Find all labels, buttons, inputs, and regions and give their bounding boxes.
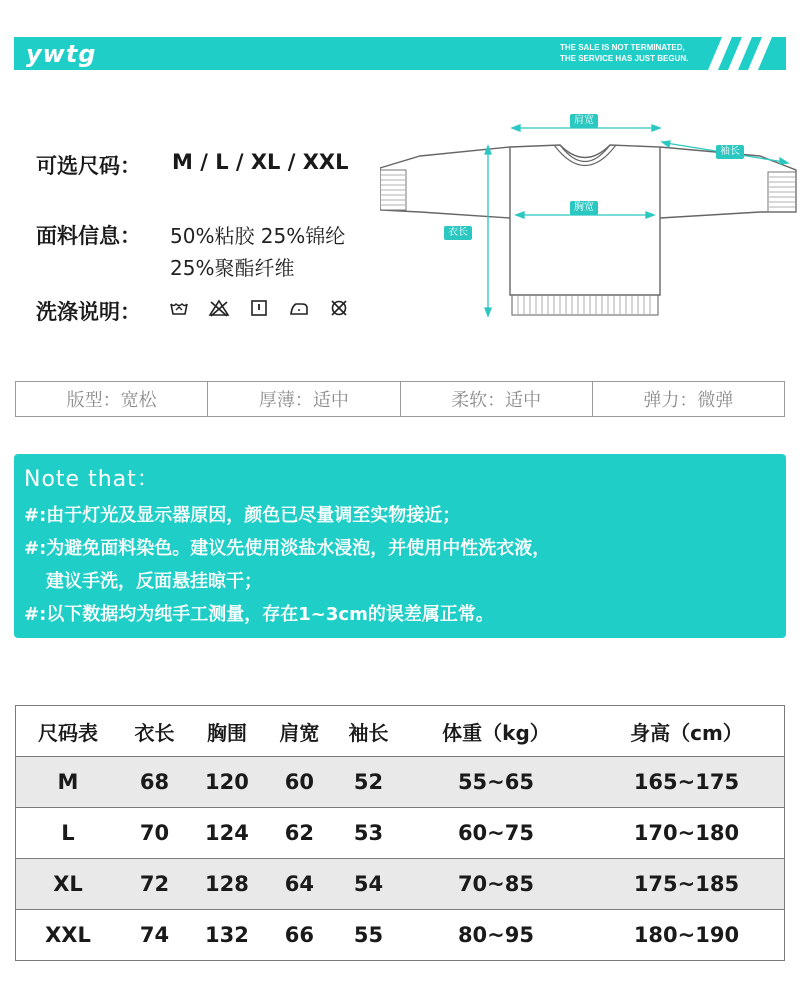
- tumble-dry-icon: [248, 298, 270, 318]
- sweater-diagram: [380, 100, 800, 340]
- property-elasticity: 弹力：微弹: [643, 390, 734, 411]
- note-box: [14, 454, 786, 638]
- header-shoulder: 肩宽: [279, 720, 320, 745]
- table-cell: 124: [205, 821, 249, 845]
- table-cell: 60~75: [457, 821, 534, 845]
- property-softness: 柔软：适中: [401, 382, 593, 416]
- fabric-value: [170, 220, 345, 284]
- table-cell: 66: [284, 923, 314, 947]
- table-row: [16, 910, 785, 961]
- table-cell: 68: [139, 770, 170, 794]
- table-cell: 80~95: [457, 923, 534, 947]
- note-line-4: #:以下数据均为纯手工测量，存在1~3cm的误差属正常。: [24, 604, 494, 625]
- header-sleeve: 袖长: [348, 720, 389, 745]
- table-cell: 70: [139, 821, 170, 845]
- table-cell: 72: [139, 872, 170, 896]
- note-title: Note that：: [24, 467, 160, 492]
- table-cell: 52: [353, 770, 384, 794]
- length-label: 衣长: [444, 226, 472, 240]
- table-cell: 70~85: [457, 872, 534, 896]
- table-cell: 55~65: [457, 770, 534, 794]
- header-weight: 体重（kg）: [442, 720, 550, 745]
- slogan-line-2: THE SERVICE HAS JUST BEGUN.: [560, 54, 689, 63]
- size-table: [15, 705, 785, 961]
- shoulder-label: 肩宽: [570, 114, 598, 128]
- table-row: [16, 808, 785, 859]
- wash-row: [36, 296, 141, 326]
- table-header-row: [16, 706, 785, 757]
- property-thickness: 厚薄：适中: [208, 382, 400, 416]
- sizes-row: [36, 150, 141, 180]
- wash-label: 洗涤说明：: [36, 300, 141, 324]
- sweater-outline: [380, 100, 800, 340]
- chest-label: 胸宽: [570, 201, 598, 215]
- fabric-line-2: 25%聚酯纤维: [170, 256, 295, 280]
- table-cell: L: [61, 821, 75, 845]
- table-cell: 165~175: [633, 770, 740, 794]
- table-cell: 175~185: [633, 872, 740, 896]
- table-cell: 54: [353, 872, 384, 896]
- no-dry-clean-icon: [328, 298, 350, 318]
- header-length: 衣长: [134, 720, 175, 745]
- note-line-1: #:由于灯光及显示器原因，颜色已尽量调至实物接近；: [24, 505, 461, 526]
- stripes-decoration: [708, 37, 780, 70]
- fabric-line-1: 50%粘胶 25%锦纶: [170, 224, 346, 248]
- table-row: [16, 859, 785, 910]
- fabric-label: 面料信息：: [36, 224, 141, 248]
- table-cell: 128: [205, 872, 249, 896]
- property-bar: [15, 381, 785, 417]
- table-cell: M: [57, 770, 79, 794]
- table-cell: 62: [284, 821, 314, 845]
- table-cell: 180~190: [633, 923, 740, 947]
- no-bleach-icon: [208, 298, 230, 318]
- header-height: 身高（cm）: [630, 720, 743, 745]
- table-cell: 55: [353, 923, 384, 947]
- table-row: [16, 757, 785, 808]
- header-chest: 胸围: [206, 720, 247, 745]
- property-fit: 版型：宽松: [16, 382, 208, 416]
- hand-wash-icon: [168, 298, 190, 318]
- sleeve-label: 袖长: [716, 145, 744, 159]
- table-cell: 60: [284, 770, 314, 794]
- table-cell: XXL: [45, 923, 91, 947]
- table-cell: 132: [205, 923, 249, 947]
- header-banner: [14, 37, 786, 70]
- brand-logo: ywtg: [26, 40, 97, 68]
- fabric-row: [36, 220, 141, 250]
- slogan-line-1: THE SALE IS NOT TERMINATED,: [560, 43, 685, 52]
- table-cell: XL: [53, 872, 83, 896]
- note-line-2: #:为避免面料染色。建议先使用淡盐水浸泡，并使用中性洗衣液，: [24, 538, 551, 559]
- sizes-value: M / L / XL / XXL: [172, 150, 349, 174]
- table-cell: 74: [139, 923, 170, 947]
- note-line-3: 建议手洗，反面悬挂晾干；: [46, 571, 262, 592]
- table-cell: 64: [284, 872, 314, 896]
- sizes-label: 可选尺码：: [36, 154, 141, 178]
- header-size: 尺码表: [38, 720, 98, 745]
- iron-icon: [288, 298, 310, 318]
- slogan: [560, 42, 688, 64]
- wash-icons: [168, 298, 350, 318]
- table-cell: 120: [205, 770, 249, 794]
- table-cell: 53: [353, 821, 384, 845]
- table-cell: 170~180: [633, 821, 740, 845]
